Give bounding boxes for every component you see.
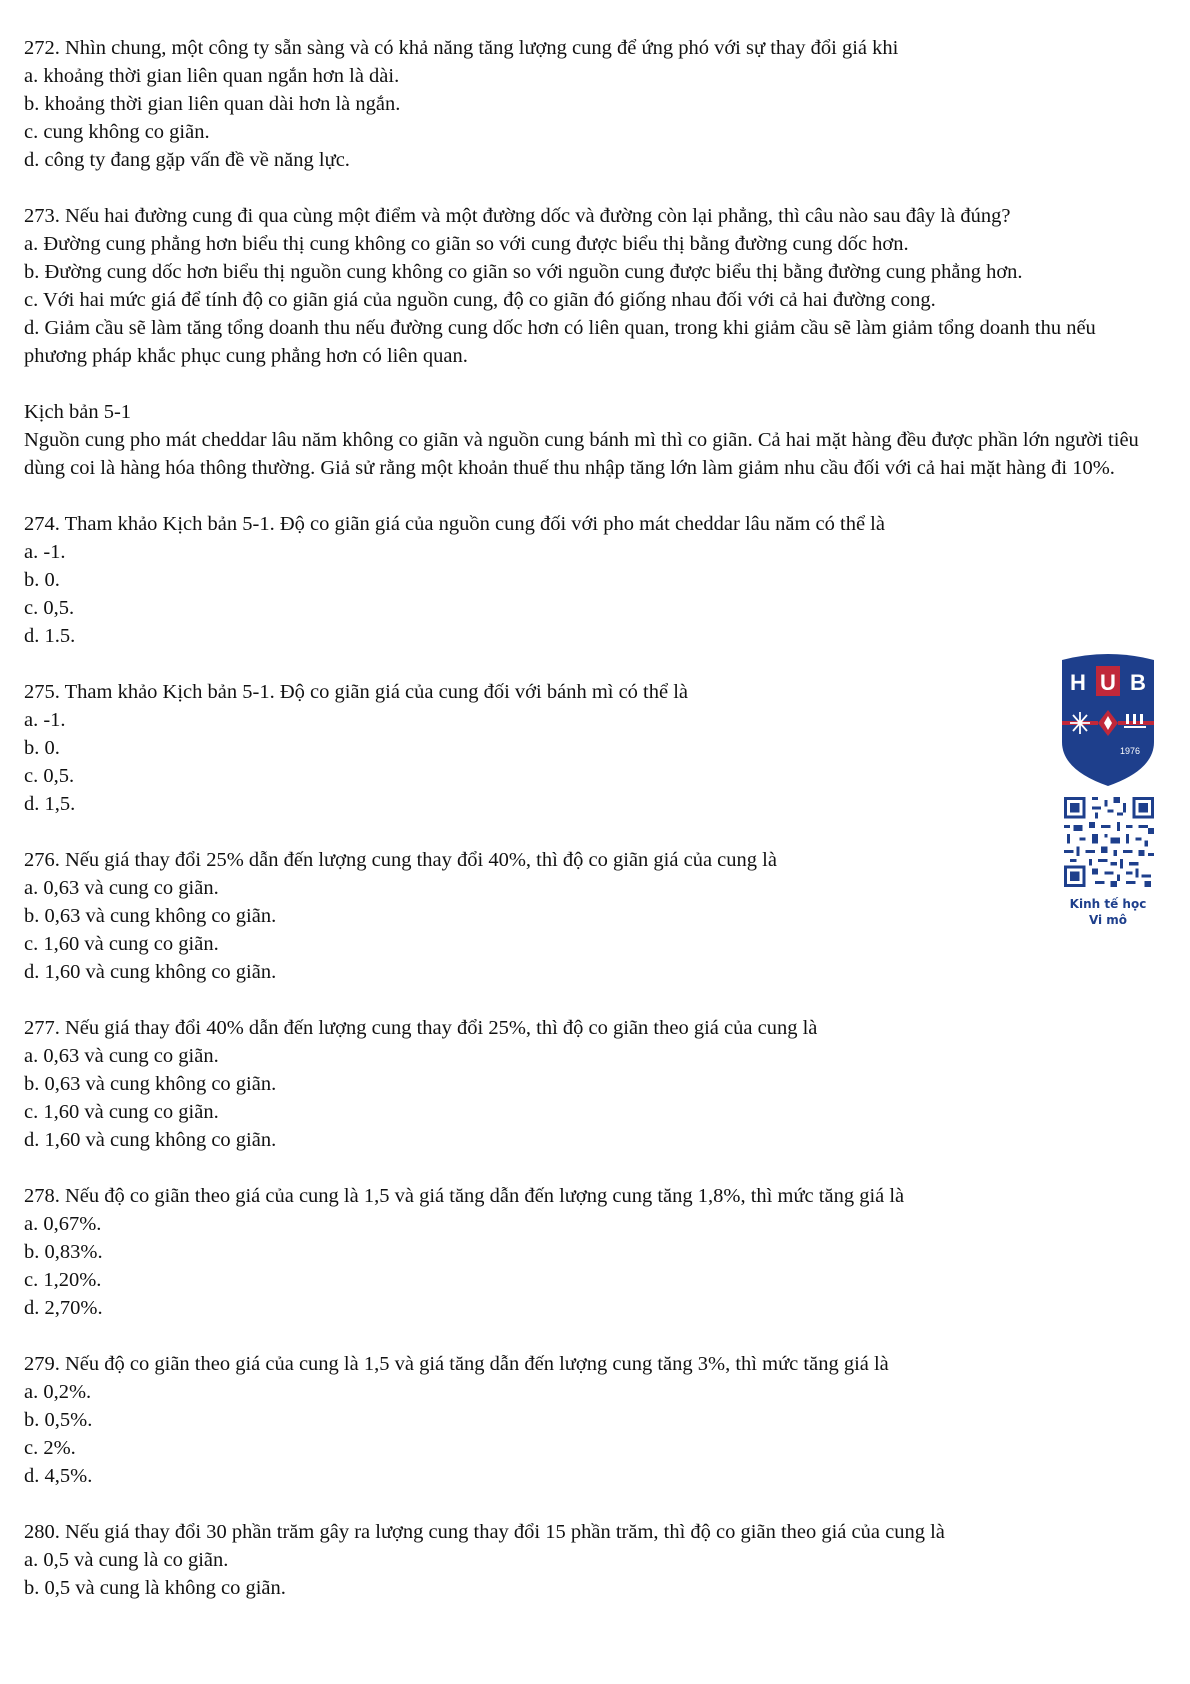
logo-letter-h: H [1070,670,1086,695]
option-b: b. 0,63 và cung không co giãn. [24,905,277,927]
question-text: 274. Tham khảo Kịch bản 5-1. Độ co giãn giá của nguồn cung đối với pho mát cheddar lâu năm có thể là [24,513,885,535]
option-a: a. Đường cung phẳng hơn biểu thị cung không co giãn so với cung được biểu thị bằng đường cung dốc hơn. [24,233,909,255]
logo-letter-u: U [1100,670,1116,695]
question-276 [24,846,1164,986]
option-a: a. -1. [24,541,66,563]
question-278 [24,1182,1164,1322]
scenario-text: Nguồn cung pho mát cheddar lâu năm không co giãn và nguồn cung bánh mì thì co giãn. Cả hai mặt hàng đều được phần lớn người tiêu dùng coi là hàng hóa thông thường. Giả sử rằng một khoản thuế thu nhập tăng lớn làm giảm nhu cầu đối với cả hai mặt hàng đi 10%. [24,429,1139,479]
question-text: 280. Nếu giá thay đổi 30 phần trăm gây ra lượng cung thay đổi 15 phần trăm, thì độ co giãn theo giá của cung là [24,1521,945,1543]
option-b: b. 0,5 và cung là không co giãn. [24,1577,286,1599]
question-275 [24,678,1164,818]
option-a: a. -1. [24,709,66,731]
option-c: c. 2%. [24,1437,76,1459]
option-b: b. 0. [24,569,60,591]
option-a: a. khoảng thời gian liên quan ngắn hơn là dài. [24,65,400,87]
question-text: 275. Tham khảo Kịch bản 5-1. Độ co giãn giá của cung đối với bánh mì có thể là [24,681,689,703]
question-text: 278. Nếu độ co giãn theo giá của cung là 1,5 và giá tăng dẫn đến lượng cung tăng 1,8%, thì mức tăng giá là [24,1185,905,1207]
option-d: d. 1.5. [24,625,76,647]
hub-logo-shield-icon [1058,652,1158,788]
option-c: c. 0,5. [24,597,75,619]
side-caption-subtitle: Vi mô [1088,913,1128,927]
option-d: d. Giảm cầu sẽ làm tăng tổng doanh thu nếu đường cung dốc hơn có liên quan, trong khi giảm cầu sẽ làm giảm tổng doanh thu nếu phương pháp khắc phục cung phẳng hơn có liên quan. [24,317,1096,367]
document-page [24,34,1164,1602]
option-a: a. 0,2%. [24,1381,92,1403]
option-d: d. 4,5%. [24,1465,93,1487]
option-a: a. 0,67%. [24,1213,102,1235]
option-a: a. 0,5 và cung là co giãn. [24,1549,229,1571]
option-a: a. 0,63 và cung co giãn. [24,1045,219,1067]
question-text: 277. Nếu giá thay đổi 40% dẫn đến lượng cung thay đổi 25%, thì độ co giãn theo giá của cung là [24,1017,818,1039]
option-c: c. Với hai mức giá để tính độ co giãn giá của nguồn cung, độ co giãn đó giống nhau đối với cả hai đường cong. [24,289,936,311]
option-b: b. 0,63 và cung không co giãn. [24,1073,277,1095]
option-d: d. 1,60 và cung không co giãn. [24,961,277,983]
question-273 [24,202,1164,370]
logo-year: 1976 [1120,746,1141,756]
question-280 [24,1518,1164,1602]
question-277 [24,1014,1164,1154]
logo-letter-b: B [1130,670,1146,695]
option-c: c. 1,60 và cung co giãn. [24,933,219,955]
question-text: 276. Nếu giá thay đổi 25% dẫn đến lượng cung thay đổi 40%, thì độ co giãn giá của cung là [24,849,777,871]
option-c: c. 1,60 và cung co giãn. [24,1101,219,1123]
question-text: 272. Nhìn chung, một công ty sẵn sàng và có khả năng tăng lượng cung để ứng phó với sự thay đổi giá khi [24,37,899,59]
option-d: d. công ty đang gặp vấn đề về năng lực. [24,149,350,171]
side-caption-title: Kinh tế học [1069,897,1147,911]
question-272 [24,34,1164,174]
option-b: b. khoảng thời gian liên quan dài hơn là ngắn. [24,93,401,115]
option-c: c. cung không co giãn. [24,121,210,143]
question-279 [24,1350,1164,1490]
question-text: 273. Nếu hai đường cung đi qua cùng một điểm và một đường dốc và đường còn lại phẳng, thì câu nào sau đây là đúng? [24,205,1011,227]
option-d: d. 1,5. [24,793,76,815]
option-a: a. 0,63 và cung co giãn. [24,877,219,899]
qr-code-icon [1064,797,1154,887]
option-c: c. 0,5. [24,765,75,787]
option-c: c. 1,20%. [24,1269,102,1291]
option-b: b. Đường cung dốc hơn biểu thị nguồn cung không co giãn so với nguồn cung được biểu thị bằng đường cung phẳng hơn. [24,261,1023,283]
question-text: 279. Nếu độ co giãn theo giá của cung là 1,5 và giá tăng dẫn đến lượng cung tăng 3%, thì mức tăng giá là [24,1353,889,1375]
option-b: b. 0,5%. [24,1409,93,1431]
option-d: d. 1,60 và cung không co giãn. [24,1129,277,1151]
question-274 [24,510,1164,650]
option-b: b. 0. [24,737,60,759]
option-d: d. 2,70%. [24,1297,103,1319]
option-b: b. 0,83%. [24,1241,103,1263]
scenario-title: Kịch bản 5-1 [24,401,132,423]
scenario-5-1 [24,398,1164,482]
